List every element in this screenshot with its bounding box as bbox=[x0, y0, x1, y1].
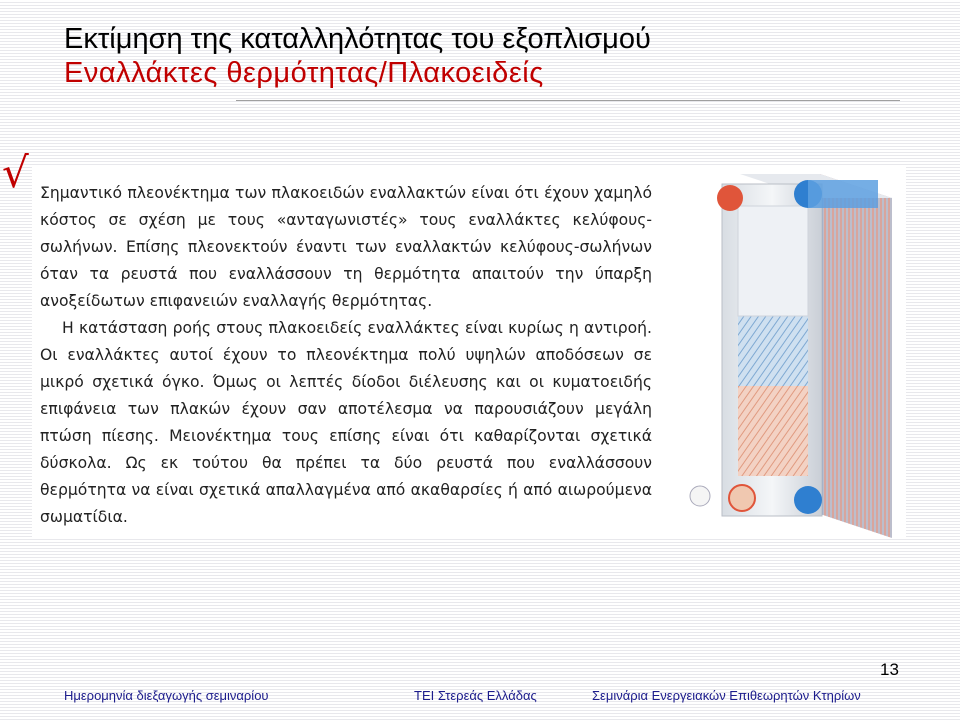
slide-title bbox=[64, 22, 920, 90]
hot-port-top bbox=[717, 185, 743, 211]
plate-cold-section bbox=[738, 316, 808, 386]
footer-seminar: Σεμινάρια Ενεργειακών Επιθεωρητών Κτηρίων bbox=[592, 688, 861, 703]
cold-port-bottom bbox=[794, 486, 822, 514]
title-divider bbox=[236, 100, 900, 101]
port-bottom-left bbox=[690, 486, 710, 506]
footer-date: Ημερομηνία διεξαγωγής σεμιναρίου bbox=[64, 688, 269, 703]
checkmark-bullet-icon: √ bbox=[2, 148, 29, 197]
cold-pipe-top bbox=[808, 180, 878, 208]
excerpt-text bbox=[40, 180, 652, 531]
footer-institution: ΤΕΙ Στερεάς Ελλάδας bbox=[414, 688, 537, 703]
plate-upper-section bbox=[738, 206, 808, 316]
hot-port-bottom bbox=[729, 485, 755, 511]
page-number: 13 bbox=[880, 660, 899, 679]
plate-hot-section bbox=[738, 386, 808, 476]
plate-stack-side bbox=[820, 174, 892, 538]
scanned-excerpt bbox=[32, 166, 906, 538]
title-line-2: Εναλλάκτες θερμότητας/Πλακοειδείς bbox=[64, 57, 544, 89]
title-line-1: Εκτίμηση της καταλληλότητας του εξοπλισμού bbox=[64, 23, 651, 55]
plate-heat-exchanger-illustration bbox=[680, 166, 906, 538]
paragraph-advantages: Σημαντικό πλεονέκτημα των πλακοειδών εναλλακτών είναι ότι έχουν χαμηλό κόστος σε σχέση με τους «ανταγωνιστές» τους εναλλάκτες κελύφους-σωλήνων. Επίσης πλεονεκτούν έναντι των εναλλακτών κελύφους-σωλήνων όταν τα ρευστά που εναλλάσσουν τη θερμότητα απαιτούν την ύπαρξη ανοξείδωτων επιφανειών εναλλαγής θερμότητας. bbox=[40, 184, 652, 310]
paragraph-flow: Η κατάσταση ροής στους πλακοειδείς εναλλάκτες είναι κυρίως η αντιροή. Οι εναλλάκτες αυτοί έχουν το πλεονέκτημα πολύ υψηλών αποδόσεων σε μικρό σχετικά όγκο. Όμως οι λεπτές δίοδοι διέλευσης και οι κυματοειδής επιφάνεια των πλακών έχουν σαν αποτέλεσμα να παρουσιάζουν μεγάλη πτώση πίεσης. Μειονέκτημα τους επίσης είναι ότι καθαρίζονται σχετικά δύσκολα. Ως εκ τούτου θα πρέπει τα δύο ρευστά που εναλλάσσουν θερμότητα να είναι σχετικά απαλλαγμένα από ακαθαρσίες ή από αιωρούμενα σωματίδια. bbox=[40, 319, 652, 526]
